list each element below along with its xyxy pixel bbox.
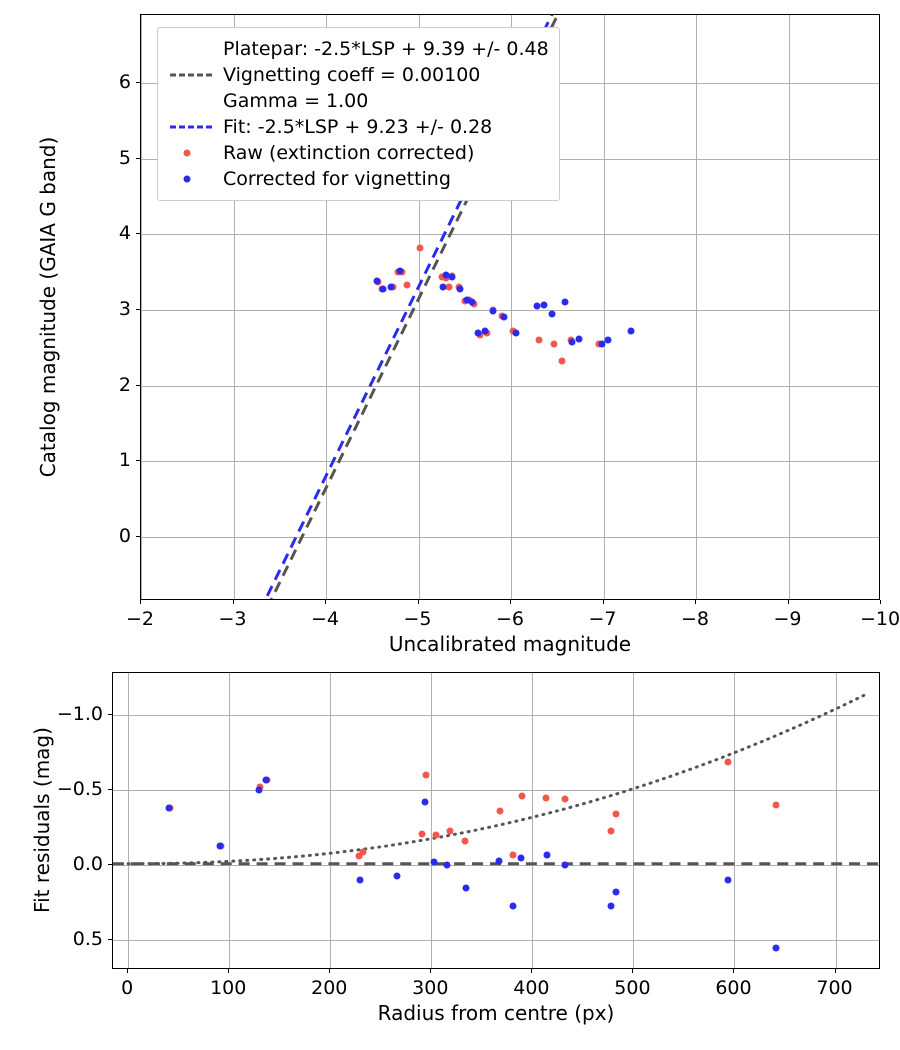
y-tick bbox=[136, 460, 140, 461]
data-point bbox=[262, 776, 269, 783]
legend-label: Vignetting coeff = 0.00100 bbox=[223, 63, 481, 86]
data-point bbox=[469, 299, 476, 306]
x-tick bbox=[418, 600, 419, 604]
data-point bbox=[548, 310, 555, 317]
data-point bbox=[444, 862, 451, 869]
data-point bbox=[500, 313, 507, 320]
y-tick bbox=[108, 939, 112, 940]
y-tick-label: 1 bbox=[118, 449, 131, 472]
data-point bbox=[474, 329, 481, 336]
data-point bbox=[613, 889, 620, 896]
x-tick-label: 200 bbox=[311, 977, 348, 999]
y-tick-label: 6 bbox=[118, 71, 131, 94]
data-point bbox=[558, 358, 565, 365]
data-point bbox=[165, 805, 172, 812]
data-point bbox=[496, 857, 503, 864]
x-tick-label: −6 bbox=[495, 608, 525, 630]
data-point bbox=[605, 337, 612, 344]
data-point bbox=[380, 285, 387, 292]
legend-entry bbox=[168, 62, 549, 88]
x-tick-label: 300 bbox=[412, 977, 449, 999]
y-tick-label: −1.0 bbox=[56, 703, 103, 725]
data-point bbox=[356, 877, 363, 884]
data-point bbox=[482, 328, 489, 335]
x-tick-label: −7 bbox=[588, 608, 617, 630]
data-point bbox=[533, 303, 540, 310]
data-point bbox=[510, 851, 517, 858]
x-tick bbox=[733, 969, 734, 973]
data-point bbox=[541, 301, 548, 308]
vignetting-model-curve bbox=[128, 695, 864, 863]
data-point bbox=[542, 794, 549, 801]
y-tick-label: 0.5 bbox=[72, 928, 103, 950]
legend-key-dashed-blue bbox=[168, 118, 214, 136]
legend-label: Gamma = 1.00 bbox=[223, 89, 369, 112]
data-point bbox=[772, 802, 779, 809]
x-tick bbox=[788, 600, 789, 604]
y-tick bbox=[136, 536, 140, 537]
line-overlay bbox=[113, 673, 879, 968]
data-point bbox=[550, 340, 557, 347]
data-point bbox=[448, 273, 455, 280]
x-tick-label: −5 bbox=[403, 608, 432, 630]
data-point bbox=[561, 796, 568, 803]
x-tick bbox=[632, 969, 633, 973]
data-point bbox=[561, 299, 568, 306]
data-point bbox=[725, 758, 732, 765]
data-point bbox=[725, 877, 732, 884]
x-tick-label: 400 bbox=[513, 977, 550, 999]
legend-label: Corrected for vignetting bbox=[223, 167, 451, 190]
y-tick-label: 0.0 bbox=[72, 853, 103, 875]
y-tick bbox=[108, 714, 112, 715]
y-tick-label: −0.5 bbox=[56, 778, 103, 800]
x-tick bbox=[835, 969, 836, 973]
x-tick bbox=[233, 600, 234, 604]
legend-entry bbox=[168, 140, 549, 166]
data-point bbox=[255, 787, 262, 794]
x-tick-label: 600 bbox=[715, 977, 752, 999]
fit-residuals-plot bbox=[112, 672, 880, 969]
legend-key-dot-blue bbox=[168, 170, 214, 188]
y-tick bbox=[136, 158, 140, 159]
data-point bbox=[431, 859, 438, 866]
data-point bbox=[423, 772, 430, 779]
legend-key-dot-red bbox=[168, 144, 214, 162]
data-point bbox=[433, 832, 440, 839]
data-point bbox=[393, 872, 400, 879]
data-point bbox=[422, 799, 429, 806]
x-tick bbox=[603, 600, 604, 604]
data-point bbox=[440, 284, 447, 291]
x-tick-label: 0 bbox=[121, 977, 134, 999]
legend-label: Raw (extinction corrected) bbox=[223, 141, 475, 164]
x-tick bbox=[531, 969, 532, 973]
x-tick-label: 700 bbox=[816, 977, 853, 999]
x-tick-label: −3 bbox=[218, 608, 247, 630]
x-tick-label: −10 bbox=[859, 608, 900, 630]
data-point bbox=[497, 808, 504, 815]
data-point bbox=[461, 838, 468, 845]
y-tick-label: 2 bbox=[118, 373, 131, 396]
legend-top bbox=[157, 27, 560, 201]
data-point bbox=[457, 285, 464, 292]
y-axis-label-bottom: Fit residuals (mag) bbox=[30, 727, 54, 913]
x-tick bbox=[695, 600, 696, 604]
data-point bbox=[575, 335, 582, 342]
x-tick-label: −8 bbox=[680, 608, 710, 630]
data-point bbox=[462, 884, 469, 891]
data-point bbox=[543, 851, 550, 858]
x-tick bbox=[140, 600, 141, 604]
data-point bbox=[397, 267, 404, 274]
y-axis-label-top: Catalog magnitude (GAIA G band) bbox=[36, 136, 60, 478]
data-point bbox=[419, 830, 426, 837]
legend-entry bbox=[168, 36, 549, 62]
x-tick bbox=[510, 600, 511, 604]
x-tick-label: 100 bbox=[210, 977, 247, 999]
data-point bbox=[404, 281, 411, 288]
legend-entry bbox=[168, 166, 549, 192]
legend-entry bbox=[168, 88, 549, 114]
x-tick-label: −9 bbox=[773, 608, 802, 630]
legend-entry bbox=[168, 114, 549, 140]
y-tick bbox=[136, 82, 140, 83]
x-tick bbox=[325, 600, 326, 604]
y-tick-label: 0 bbox=[118, 524, 131, 547]
y-tick bbox=[108, 864, 112, 865]
data-point bbox=[512, 329, 519, 336]
y-tick-label: 4 bbox=[118, 222, 131, 245]
x-tick-label: −2 bbox=[125, 608, 155, 630]
data-point bbox=[613, 811, 620, 818]
data-point bbox=[417, 244, 424, 251]
x-tick-label: 500 bbox=[614, 977, 651, 999]
data-point bbox=[535, 337, 542, 344]
x-axis-label-bottom: Radius from centre (px) bbox=[377, 1001, 615, 1025]
x-tick bbox=[880, 600, 881, 604]
legend-label: Fit: -2.5*LSP + 9.23 +/- 0.28 bbox=[223, 115, 493, 138]
y-tick-label: 3 bbox=[118, 297, 131, 320]
data-point bbox=[387, 284, 394, 291]
data-point bbox=[359, 848, 366, 855]
data-point bbox=[518, 854, 525, 861]
plot-area-bottom bbox=[113, 673, 879, 968]
data-point bbox=[373, 278, 380, 285]
x-axis-label-top: Uncalibrated magnitude bbox=[388, 632, 632, 656]
x-tick bbox=[430, 969, 431, 973]
data-point bbox=[489, 308, 496, 315]
y-tick bbox=[136, 309, 140, 310]
y-tick bbox=[136, 385, 140, 386]
data-point bbox=[519, 793, 526, 800]
legend-key-dashed-gray bbox=[168, 66, 214, 84]
data-point bbox=[608, 902, 615, 909]
x-tick-label: −4 bbox=[310, 608, 340, 630]
data-point bbox=[608, 827, 615, 834]
y-tick bbox=[108, 789, 112, 790]
x-tick bbox=[228, 969, 229, 973]
data-point bbox=[628, 328, 635, 335]
data-point bbox=[772, 944, 779, 951]
data-point bbox=[510, 902, 517, 909]
data-point bbox=[561, 862, 568, 869]
data-point bbox=[217, 842, 224, 849]
y-tick-label: 5 bbox=[118, 146, 131, 169]
x-tick bbox=[329, 969, 330, 973]
data-point bbox=[446, 827, 453, 834]
legend-label: Platepar: -2.5*LSP + 9.39 +/- 0.48 bbox=[223, 37, 549, 60]
y-tick bbox=[136, 233, 140, 234]
x-tick bbox=[127, 969, 128, 973]
